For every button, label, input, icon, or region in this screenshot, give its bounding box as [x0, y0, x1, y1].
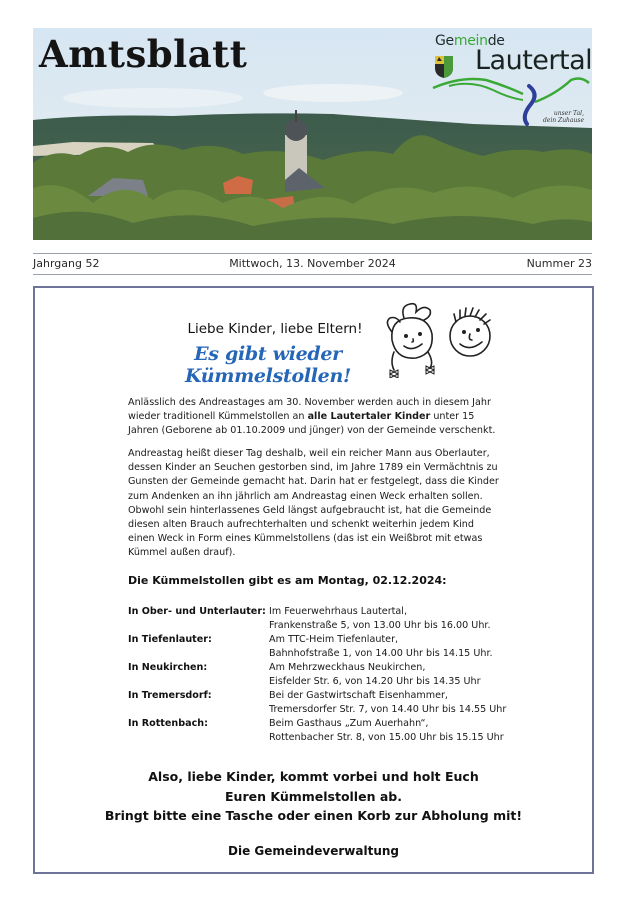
location-place: In Rottenbach:: [128, 718, 208, 729]
closing-line: Euren Kümmelstollen ab.: [225, 788, 402, 804]
location-details: Beim Gasthaus „Zum Auerhahn“, Rottenbacher Str. 8, von 15.00 Uhr bis 15.15 Uhr: [269, 718, 504, 743]
location-row: [128, 633, 518, 661]
closing-message: [35, 767, 592, 826]
intro-bold-phrase: alle Lautertaler Kinder: [307, 411, 431, 423]
location-details: Bei der Gastwirtschaft Eisenhammer, Tremersdorfer Str. 7, von 14.40 Uhr bis 14.55 Uhr: [269, 690, 507, 715]
logo-name: Lautertal: [475, 45, 592, 76]
location-details: Am TTC-Heim Tiefenlauter, Bahnhofstraße 1, von 14.00 Uhr bis 14.15 Uhr.: [269, 634, 493, 659]
location-row: [128, 689, 518, 717]
issue-number: Nummer 23: [526, 257, 592, 270]
volume-label: Jahrgang 52: [33, 257, 100, 270]
headline: Es gibt wieder Kümmelstollen!: [184, 343, 352, 387]
location-place: In Neukirchen:: [128, 662, 208, 673]
children-faces-illustration: [380, 300, 500, 378]
closing-line: Also, liebe Kinder, kommt vorbei und holt Euch: [148, 769, 479, 784]
distribution-date-heading: Die Kümmelstollen gibt es am Montag, 02.12.2024:: [128, 574, 447, 587]
logo-slogan: unser Tal, dein Zuhause: [542, 110, 584, 124]
signature: Die Gemeindeverwaltung: [228, 844, 399, 858]
logo-gemeinde-text: Gemeinde: [435, 33, 505, 49]
location-place: In Tremersdorf:: [128, 690, 212, 701]
history-paragraph: Andreastag heißt dieser Tag deshalb, weil ein reicher Mann aus Oberlauter, dessen Kinder an Seuchen gestorben sind, im Jahre 1789 ein Vermächtnis zu Gunsten der Gemeinde gemacht hat. Darin hat er festgelegt, dass die Kinder zum Andenken an ihn jährlich am Andreastag einen Weck erhalten sollen. Obwohl sein hinterlassenes Geld längst aufgebraucht ist, hat die Gemeinde diesen alten Brauch aufrechterhalten und schenkt weiterhin jedem Kind einen Weck in Form eines Kümmelstollens (das ist ein Weißbrot mit etwas Kümmel außen drauf).: [128, 448, 499, 559]
intro-paragraph: Anlässlich des Andreastages am 30. November werden auch in diesem Jahr wieder traditionell Kümmelstollen an alle Lautertaler Kinder unter 15 Jahren (Geborene ab 01.10.2009 und jünger) von der Gemeinde verschenkt.: [128, 397, 496, 437]
greeting-heading: Liebe Kinder, liebe Eltern!: [187, 321, 363, 337]
coat-of-arms-icon: [435, 56, 453, 78]
location-details: Am Mehrzweckhaus Neukirchen, Eisfelder Str. 6, von 14.20 Uhr bis 14.35 Uhr: [269, 662, 481, 687]
location-row: [128, 661, 518, 689]
header-banner: [33, 28, 592, 240]
locations-list: [128, 605, 518, 745]
location-details: Im Feuerwehrhaus Lautertal, Frankenstraße 5, von 13.00 Uhr bis 16.00 Uhr.: [269, 606, 491, 631]
notice-box: [33, 286, 594, 874]
location-row: [128, 605, 518, 633]
location-row: [128, 717, 518, 745]
location-place: In Ober- und Unterlauter:: [128, 606, 266, 617]
issue-info-bar: [33, 253, 592, 275]
issue-date: Mittwoch, 13. November 2024: [229, 257, 396, 270]
municipality-logo: [431, 28, 592, 128]
location-place: In Tiefenlauter:: [128, 634, 212, 645]
closing-line: Bringt bitte eine Tasche oder einen Korb zur Abholung mit!: [104, 808, 523, 823]
masthead-title: Amtsblatt: [39, 32, 248, 76]
